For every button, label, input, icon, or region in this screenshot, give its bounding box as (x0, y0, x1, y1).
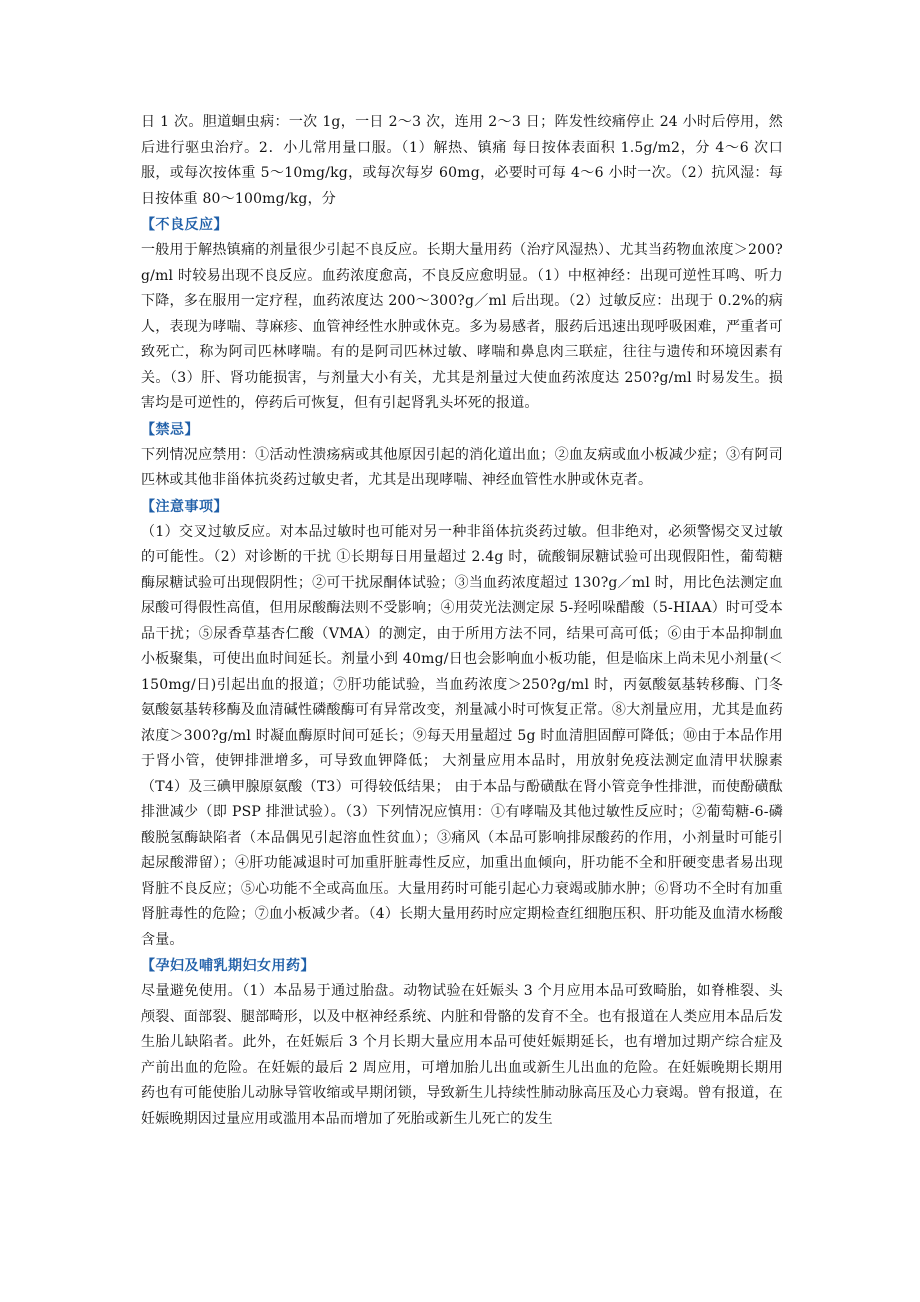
section-body: （1）交叉过敏反应。对本品过敏时也可能对另一种非甾体抗炎药过敏。但非绝对，必须警惕交叉过敏的可能性。（2）对诊断的干扰 ①长期每日用量超过 2.4g 时，硫酸铜尿糖试验可出现假阳性，葡萄糖酶尿糖试验可出现假阴性；②可干扰尿酮体试验；③当血药浓度超过 130?g／ml 时，用比色法测定血尿酸可得假性高值，但用尿酸酶法则不受影响；④用荧光法测定尿 5-羟吲哚醋酸（5-HIAA）时可受本品干扰；⑤尿香草基杏仁酸（VMA）的测定，由于所用方法不同，结果可高可低；⑥由于本品抑制血小板聚集，可使出血时间延长。剂量小到 40mg/日也会影响血小板功能，但是临床上尚未见小剂量(＜150mg/日)引起出血的报道；⑦肝功能试验，当血药浓度＞250?g/ml 时，丙氨酸氨基转移酶、门冬氨酸氨基转移酶及血清碱性磷酸酶可有异常改变，剂量减小时可恢复正常。⑧大剂量应用，尤其是血药浓度＞300?g/ml 时凝血酶原时间可延长；⑨每天用量超过 5g 时血清胆固醇可降低；⑩由于本品作用于肾小管，使钾排泄增多，可导致血钾降低； 大剂量应用本品时，用放射免疫法测定血清甲状腺素（T4）及三碘甲腺原氨酸（T3）可得较低结果； 由于本品与酚磺酞在肾小管竞争性排泄，而使酚磺酞排泄减少（即 PSP 排泄试验）。（3）下列情况应慎用：①有哮喘及其他过敏性反应时；②葡萄糖-6-磷酸脱氢酶缺陷者（本品偶见引起溶血性贫血）；③痛风（本品可影响排尿酸药的作用，小剂量时可能引起尿酸滞留）；④肝功能减退时可加重肝脏毒性反应，加重出血倾向，肝功能不全和肝硬变患者易出现肾脏不良反应；⑤心功能不全或高血压。大量用药时可能引起心力衰竭或肺水肿；⑥肾功不全时有加重肾脏毒性的危险；⑦血小板减少者。（4）长期大量用药时应定期检查红细胞压积、肝功能及血清水杨酸含量。 (141, 523, 783, 948)
section-heading: 【不良反应】 (141, 217, 228, 233)
section-body: 尽量避免使用。（1）本品易于通过胎盘。动物试验在妊娠头 3 个月应用本品可致畸胎，如脊椎裂、头颅裂、面部裂、腿部畸形，以及中枢神经系统、内脏和骨骼的发育不全。也有报道在人类应用本品后发生胎儿缺陷者。此外，在妊娠后 3 个月长期大量应用本品可使妊娠期延长，也有增加过期产综合症及产前出血的危险。在妊娠的最后 2 周应用，可增加胎儿出血或新生儿出血的危险。在妊娠晚期长期用药也有可能使胎儿动脉导管收缩或早期闭锁，导致新生儿持续性肺动脉高压及心力衰竭。曾有报道，在妊娠晚期因过量应用或滥用本品而增加了死胎或新生儿死亡的发生 (141, 983, 783, 1127)
section-heading: 【孕妇及哺乳期妇女用药】 (141, 958, 315, 974)
section-heading: 【禁忌】 (141, 421, 199, 438)
section-adverse-reactions (141, 212, 783, 417)
section-precautions (141, 494, 783, 954)
intro-paragraph: 日 1 次。胆道蛔虫病：一次 1g，一日 2～3 次，连用 2～3 日；阵发性绞痛停止 24 小时后停用，然后进行驱虫治疗。2．小儿常用量口服。（1）解热、镇痛 每日按体表面积 1.5g/m2，分 4～6 次口服，或每次按体重 5～10mg/kg，或每次每岁 60mg，必要时可每 4～6 小时一次。（2）抗风湿：每日按体重 80～100mg/kg，分 (141, 114, 783, 207)
section-body: 下列情况应禁用：①活动性溃疡病或其他原因引起的消化道出血；②血友病或血小板减少症；③有阿司匹林或其他非甾体抗炎药过敏史者，尤其是出现哮喘、神经血管性水肿或休克者。 (141, 446, 783, 488)
section-contraindications (141, 417, 783, 494)
section-body: 一般用于解热镇痛的剂量很少引起不良反应。长期大量用药（治疗风湿热）、尤其当药物血浓度＞200?g/ml 时较易出现不良反应。血药浓度愈高，不良反应愈明显。（1）中枢神经：出现可逆性耳鸣、听力下降，多在服用一定疗程，血药浓度达 200～300?g／ml 后出现。（2）过敏反应：出现于 0.2%的病人，表现为哮喘、荨麻疹、血管神经性水肿或休克。多为易感者，服药后迅速出现呼吸困难，严重者可致死亡，称为阿司匹林哮喘。有的是阿司匹林过敏、哮喘和鼻息肉三联症，往往与遗传和环境因素有关。（3）肝、肾功能损害，与剂量大小有关，尤其是剂量过大使血药浓度达 250?g/ml 时易发生。损害均是可逆性的，停药后可恢复，但有引起肾乳头坏死的报道。 (141, 242, 783, 411)
document-page (141, 110, 783, 1132)
section-pregnancy-lactation (141, 953, 783, 1132)
section-heading: 【注意事项】 (141, 498, 228, 515)
